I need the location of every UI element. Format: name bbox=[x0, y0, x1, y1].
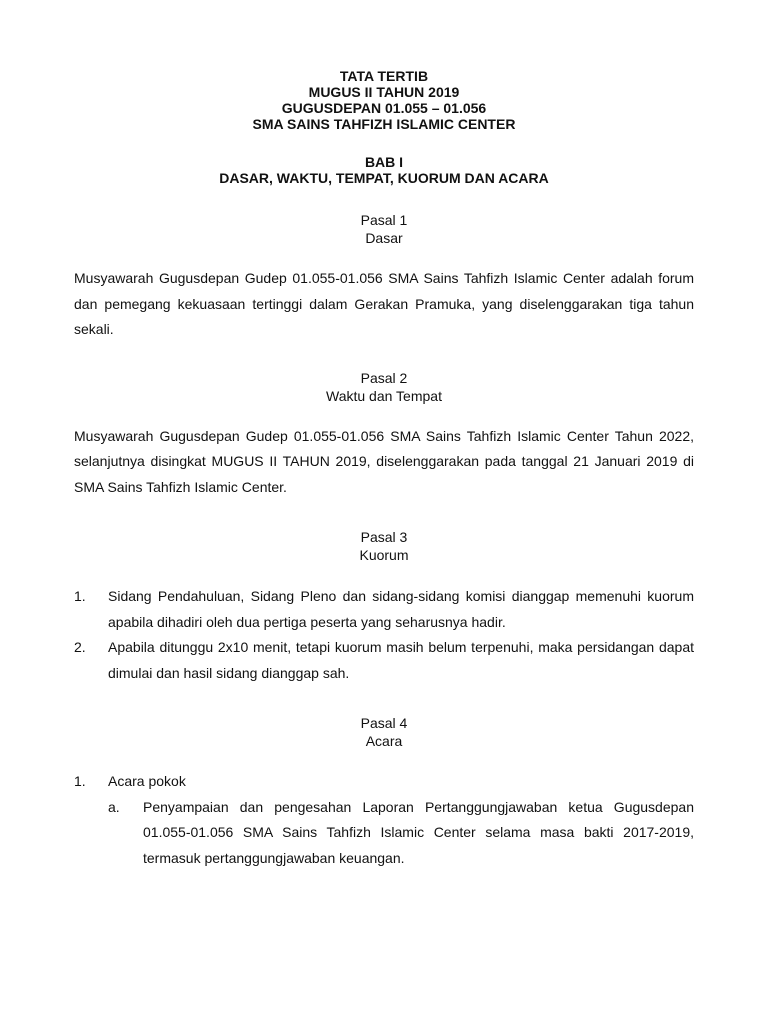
sub-list-item bbox=[108, 795, 694, 872]
bab-title: DASAR, WAKTU, TEMPAT, KUORUM DAN ACARA bbox=[219, 170, 549, 186]
list-item bbox=[74, 769, 694, 795]
document-title bbox=[74, 68, 694, 132]
document-page bbox=[74, 68, 694, 871]
pasal-3-list bbox=[74, 584, 694, 686]
sub-list-item-letter: a. bbox=[108, 798, 120, 815]
list-item-text: Acara pokok bbox=[108, 773, 186, 789]
pasal-4-list bbox=[74, 769, 694, 871]
list-item bbox=[74, 584, 694, 635]
pasal-1-title: Dasar bbox=[365, 230, 403, 246]
list-item-text: Apabila ditunggu 2x10 menit, tetapi kuorum masih belum terpenuhi, maka persidangan dapat dimulai dan hasil sidang dianggap sah. bbox=[108, 639, 694, 681]
list-item bbox=[74, 635, 694, 686]
bab-heading bbox=[74, 154, 694, 186]
list-item-number: 1. bbox=[74, 588, 86, 604]
pasal-3-title: Kuorum bbox=[359, 547, 409, 563]
pasal-2-body: Musyawarah Gugusdepan Gudep 01.055-01.056 SMA Sains Tahfizh Islamic Center Tahun 2022, selanjutnya disingkat MUGUS II TAHUN 2019, diselenggarakan pada tanggal 21 Januari 2019 di SMA Sains Tahfizh Islamic Center. bbox=[74, 427, 694, 495]
pasal-3-heading bbox=[74, 528, 694, 564]
pasal-4-heading bbox=[74, 714, 694, 750]
pasal-1-number: Pasal 1 bbox=[360, 212, 408, 228]
title-line-1: TATA TERTIB bbox=[339, 68, 429, 84]
bab-number: BAB I bbox=[364, 154, 404, 170]
list-item-number: 2. bbox=[74, 639, 86, 655]
pasal-1-heading bbox=[74, 211, 694, 247]
sub-list-item-text: Penyampaian dan pengesahan Laporan Pertanggungjawaban ketua Gugusdepan 01.055-01.056 SMA Sains Tahfizh Islamic Center selama masa bakti 2017-2019, termasuk pertanggungjawaban keuangan. bbox=[143, 798, 694, 866]
title-line-2: MUGUS II TAHUN 2019 bbox=[308, 84, 460, 100]
pasal-3-number: Pasal 3 bbox=[360, 529, 408, 545]
pasal-4-number: Pasal 4 bbox=[360, 715, 408, 731]
pasal-4-title: Acara bbox=[365, 733, 403, 749]
list-item-text: Sidang Pendahuluan, Sidang Pleno dan sidang-sidang komisi dianggap memenuhi kuorum apabila dihadiri oleh dua pertiga peserta yang seharusnya hadir. bbox=[108, 588, 694, 630]
title-line-3: GUGUSDEPAN 01.055 – 01.056 bbox=[281, 100, 487, 116]
pasal-2-heading bbox=[74, 369, 694, 405]
pasal-2-number: Pasal 2 bbox=[360, 369, 408, 386]
list-item-number: 1. bbox=[74, 773, 86, 789]
pasal-2-title: Waktu dan Tempat bbox=[326, 387, 442, 404]
title-line-4: SMA SAINS TAHFIZH ISLAMIC CENTER bbox=[252, 116, 516, 132]
pasal-1-body: Musyawarah Gugusdepan Gudep 01.055-01.056 SMA Sains Tahfizh Islamic Center adalah forum dan pemegang kekuasaan tertinggi dalam Gerakan Pramuka, yang diselenggarakan tiga tahun sekali. bbox=[74, 270, 694, 337]
